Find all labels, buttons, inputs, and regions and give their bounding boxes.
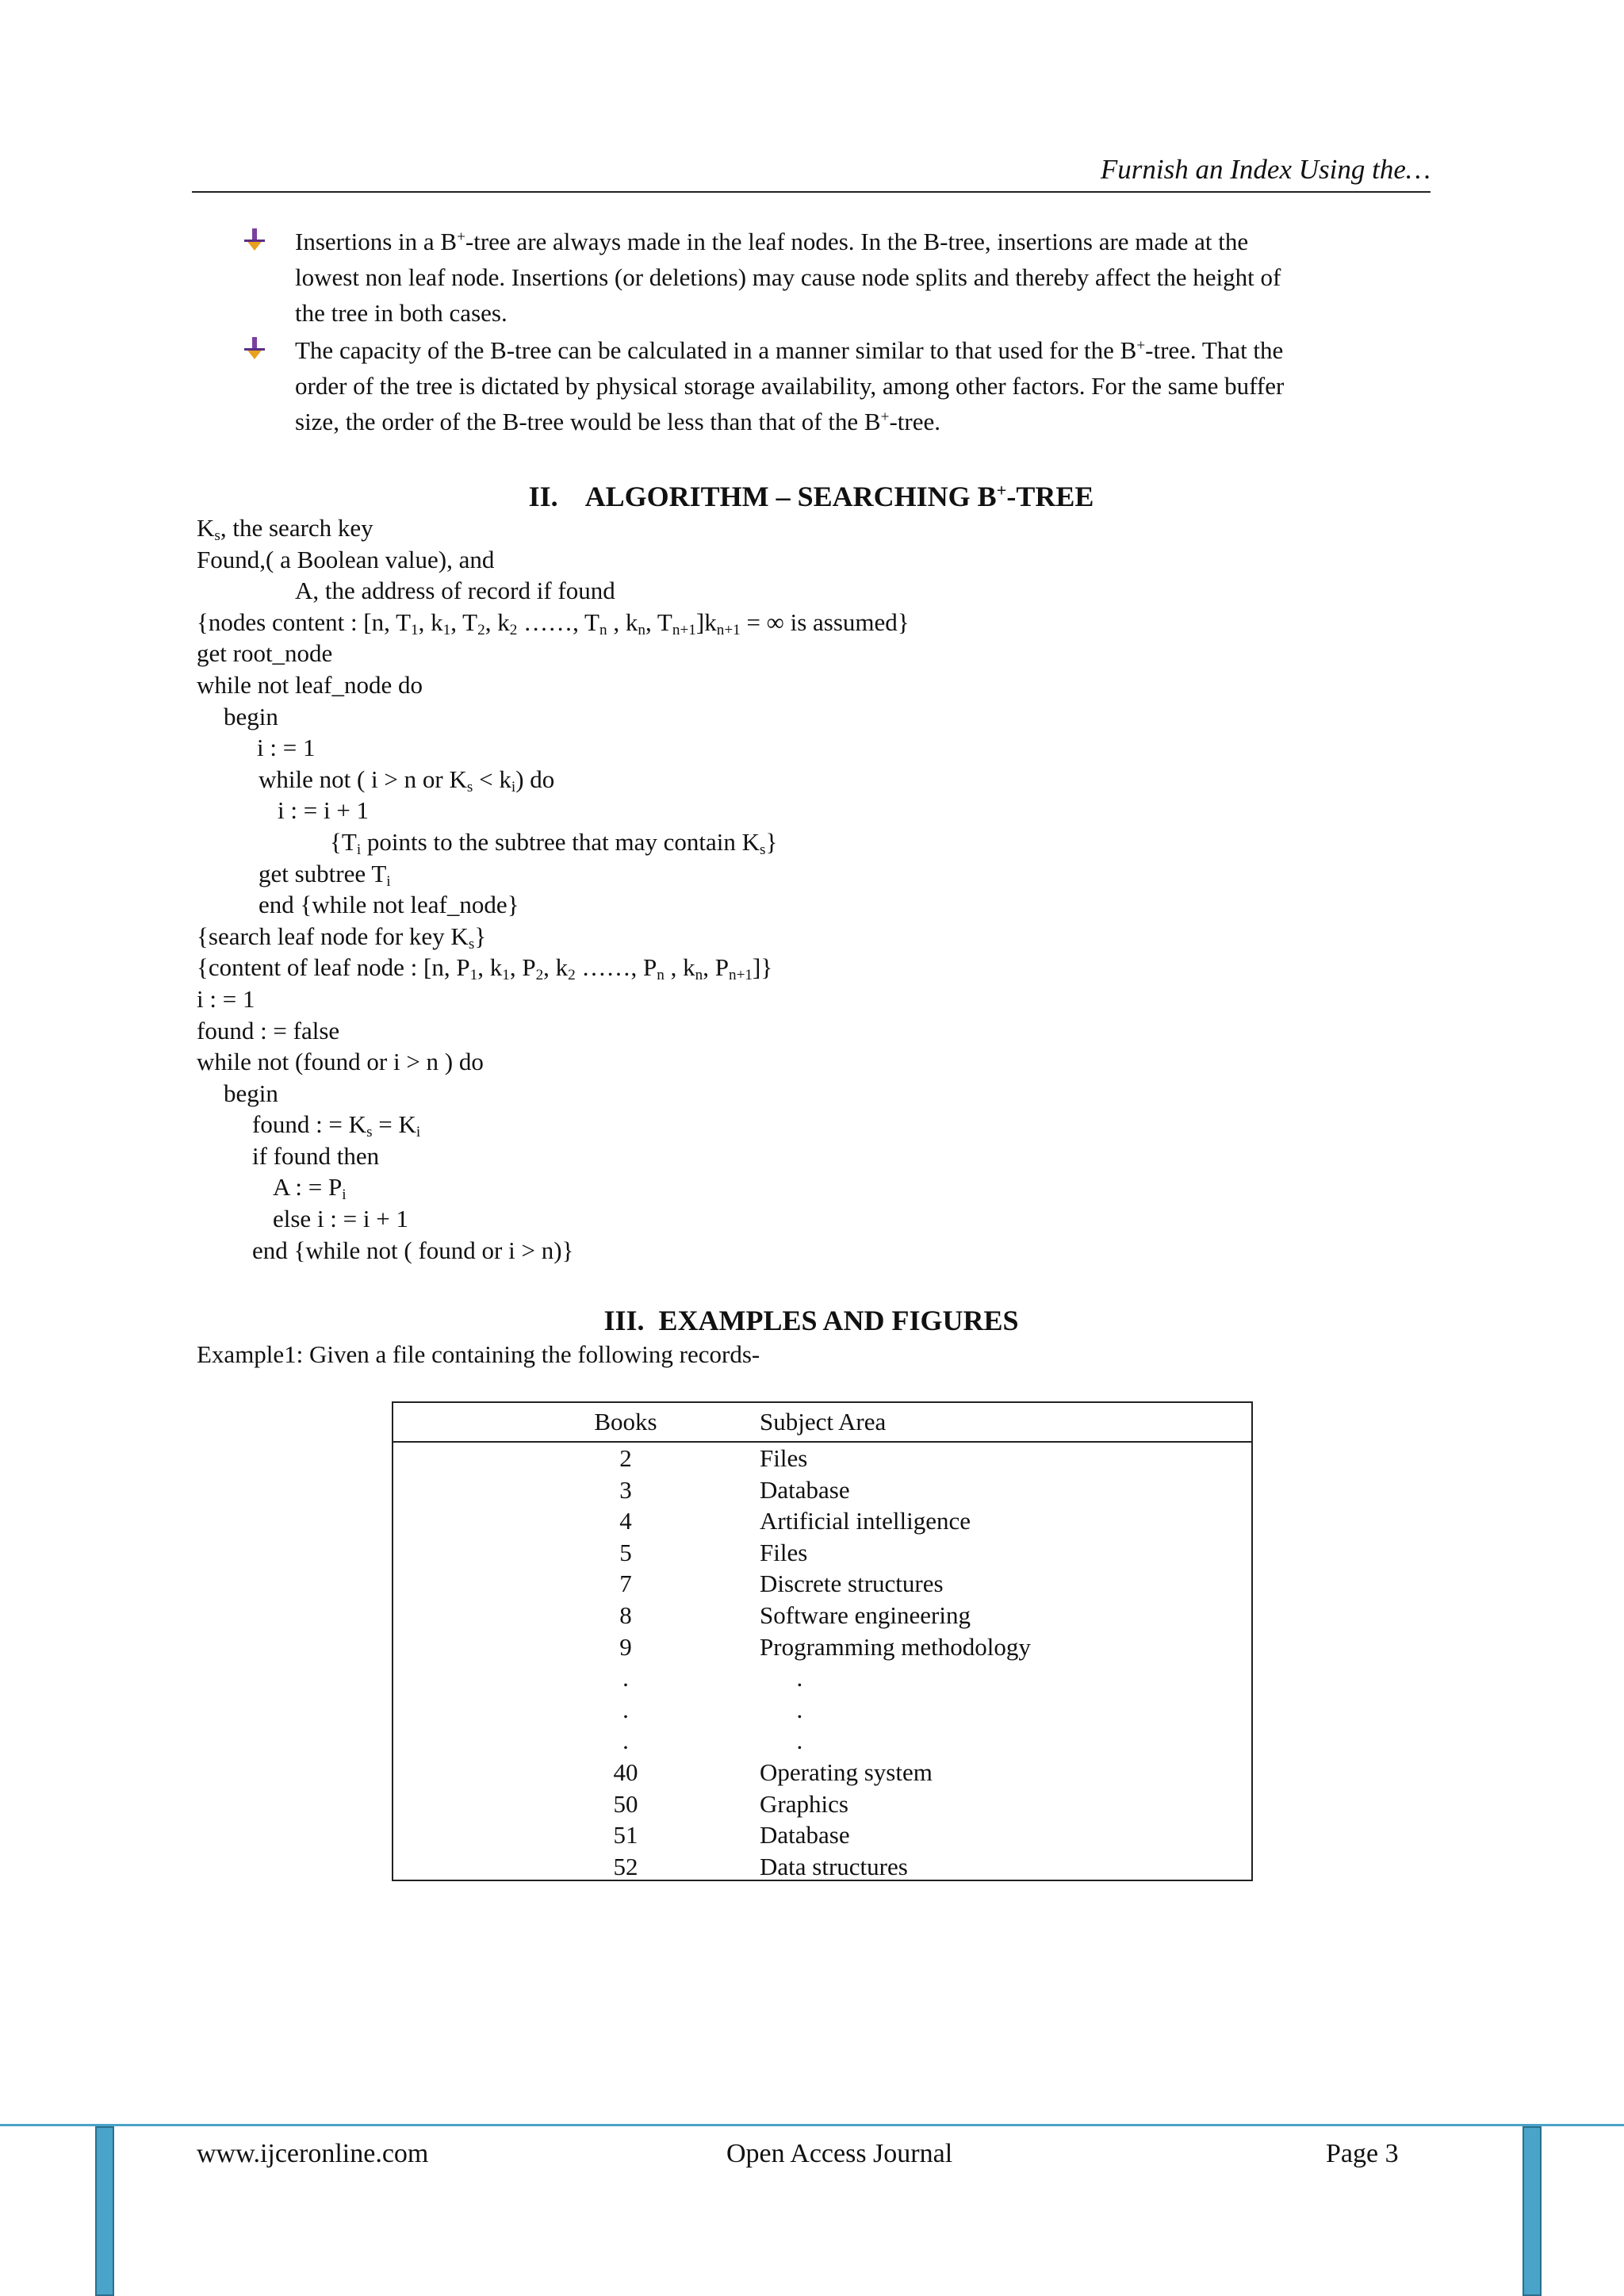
cell-book-number: 7 bbox=[619, 1570, 632, 1598]
table-row bbox=[393, 1443, 1251, 1474]
code-line: $K_s$, the search key bbox=[197, 514, 373, 544]
table-row bbox=[393, 1662, 1251, 1694]
code-line: end {while not leaf_node} bbox=[259, 891, 519, 919]
cell-subject-area: Discrete structures bbox=[760, 1570, 944, 1598]
code-line: Found,( a Boolean value), and bbox=[197, 545, 495, 573]
code-line: {$T_i$ points to the subtree that may contain $K_s$} bbox=[330, 827, 778, 858]
code-line: else i : = i + 1 bbox=[273, 1205, 408, 1233]
code-line: get root_node bbox=[197, 639, 333, 668]
footer-website: www.ijceronline.com bbox=[197, 2139, 429, 2168]
cell-subject-area: Operating system bbox=[760, 1757, 933, 1786]
bullet-line: the tree in both cases. bbox=[295, 299, 508, 327]
cell-subject-area: Data structures bbox=[760, 1852, 908, 1880]
code-line: {search leaf node for key $K_s$} bbox=[197, 922, 487, 953]
cell-subject-area: Software engineering bbox=[760, 1600, 971, 1629]
column-header-books: Books bbox=[594, 1408, 657, 1435]
cell-subject-area: Graphics bbox=[760, 1789, 848, 1818]
cell-book-number: 40 bbox=[613, 1757, 638, 1786]
code-line: while not leaf_node do bbox=[197, 670, 423, 699]
table-row bbox=[393, 1505, 1251, 1537]
bullet-text bbox=[295, 224, 1431, 331]
code-line: while not ( i > n or $K_s < k_i$) do bbox=[259, 765, 555, 795]
table-row bbox=[393, 1600, 1251, 1631]
cell-book-number: 3 bbox=[619, 1475, 632, 1504]
footer-journal: Open Access Journal bbox=[726, 2139, 953, 2168]
cell-subject-area: . bbox=[760, 1664, 803, 1692]
bullet-item-insertions bbox=[244, 224, 1431, 331]
table-row bbox=[393, 1851, 1251, 1883]
code-line: end {while not ( found or i > n)} bbox=[252, 1236, 574, 1264]
bullet-line: lowest non leaf node. Insertions (or deletions) may cause node splits and thereby affect the height of bbox=[295, 263, 1281, 291]
code-line: i : = 1 bbox=[257, 734, 316, 762]
bullet-list bbox=[244, 224, 1431, 441]
cell-subject-area: Programming methodology bbox=[760, 1632, 1031, 1661]
cell-book-number: 50 bbox=[613, 1789, 638, 1818]
footer-bar-right bbox=[1522, 2126, 1542, 2296]
bullet-line: The capacity of the B-tree can be calculated in a manner similar to that used for the B+-tree. That the bbox=[295, 336, 1284, 364]
table-row bbox=[393, 1631, 1251, 1663]
footer-page-number: Page 3 bbox=[1326, 2139, 1399, 2168]
cell-book-number: . bbox=[622, 1664, 629, 1692]
cell-subject-area: Database bbox=[760, 1821, 850, 1849]
table-row bbox=[393, 1725, 1251, 1757]
cell-book-number: . bbox=[622, 1695, 629, 1723]
table-row bbox=[393, 1474, 1251, 1506]
code-line: while not (found or i > n ) do bbox=[197, 1048, 484, 1076]
code-line: A, the address of record if found bbox=[295, 577, 615, 605]
cell-subject-area: Artificial intelligence bbox=[760, 1507, 971, 1535]
cell-book-number: 4 bbox=[619, 1507, 632, 1535]
footer-bar-left bbox=[95, 2126, 114, 2296]
algorithm-pseudocode bbox=[197, 512, 1418, 1266]
code-line: found : = $K_s = K_i$ bbox=[252, 1110, 421, 1141]
cell-book-number: 9 bbox=[619, 1632, 632, 1661]
column-header-subject-area: Subject Area bbox=[760, 1408, 887, 1435]
code-line: found : = false bbox=[197, 1016, 340, 1045]
table-header bbox=[393, 1403, 1251, 1443]
cell-subject-area: . bbox=[760, 1727, 803, 1755]
code-line: A : = $P_i$ bbox=[273, 1173, 347, 1204]
cell-subject-area: . bbox=[760, 1695, 803, 1723]
bullet-text bbox=[295, 332, 1431, 439]
table-row bbox=[393, 1694, 1251, 1726]
cell-book-number: 8 bbox=[619, 1600, 632, 1629]
example-intro: Example1: Given a file containing the following records- bbox=[197, 1340, 760, 1368]
running-head: Furnish an Index Using the… bbox=[1100, 154, 1431, 185]
bullet-line: size, the order of the B-tree would be less than that of the B+-tree. bbox=[295, 408, 940, 435]
table-body bbox=[393, 1443, 1251, 1882]
table-row bbox=[393, 1568, 1251, 1600]
arrow-bullet-icon bbox=[244, 228, 265, 252]
cell-book-number: 51 bbox=[613, 1821, 638, 1849]
code-line: get subtree $T_i$ bbox=[259, 859, 391, 890]
code-line: begin bbox=[224, 702, 278, 730]
code-line: if found then bbox=[252, 1141, 380, 1170]
section-title-examples: III. EXAMPLES AND FIGURES bbox=[603, 1305, 1019, 1336]
footer-rule bbox=[0, 2124, 1624, 2126]
arrow-bullet-icon bbox=[244, 337, 265, 361]
code-line: i : = i + 1 bbox=[278, 796, 370, 825]
code-line: {nodes content : [n, $T_1$, $k_1$, $T_2$, $k_2$ ……, $T_n$ , $k_n$, $T_{n+1}]k_{n+1}$ = ∞ is assumed} bbox=[197, 608, 910, 638]
bullet-line: order of the tree is dictated by physical storage availability, among other factors. For the same buffer bbox=[295, 372, 1285, 400]
table-row bbox=[393, 1757, 1251, 1788]
bullet-line: Insertions in a B+-tree are always made in the leaf nodes. In the B-tree, insertions are made at the bbox=[295, 228, 1249, 255]
section-title-algorithm: II. ALGORITHM – SEARCHING B+-TREE bbox=[528, 480, 1094, 512]
cell-book-number: 52 bbox=[613, 1852, 638, 1880]
code-line: {content of leaf node : [n, $P_1$, $k_1$, $P_2$, $k_2$ ……, $P_n$ , $k_n$, $P_{n+1}$]} bbox=[197, 953, 773, 984]
records-table bbox=[392, 1401, 1253, 1881]
header-rule bbox=[192, 191, 1431, 193]
cell-book-number: 2 bbox=[619, 1444, 632, 1472]
table-row bbox=[393, 1537, 1251, 1569]
cell-subject-area: Database bbox=[760, 1475, 850, 1504]
cell-subject-area: Files bbox=[760, 1444, 808, 1472]
cell-book-number: 5 bbox=[619, 1538, 632, 1566]
table-row bbox=[393, 1788, 1251, 1820]
cell-subject-area: Files bbox=[760, 1538, 808, 1566]
cell-book-number: . bbox=[622, 1727, 629, 1755]
code-line: i : = 1 bbox=[197, 984, 255, 1013]
bullet-item-capacity bbox=[244, 332, 1431, 439]
table-row bbox=[393, 1819, 1251, 1851]
code-line: begin bbox=[224, 1079, 278, 1107]
